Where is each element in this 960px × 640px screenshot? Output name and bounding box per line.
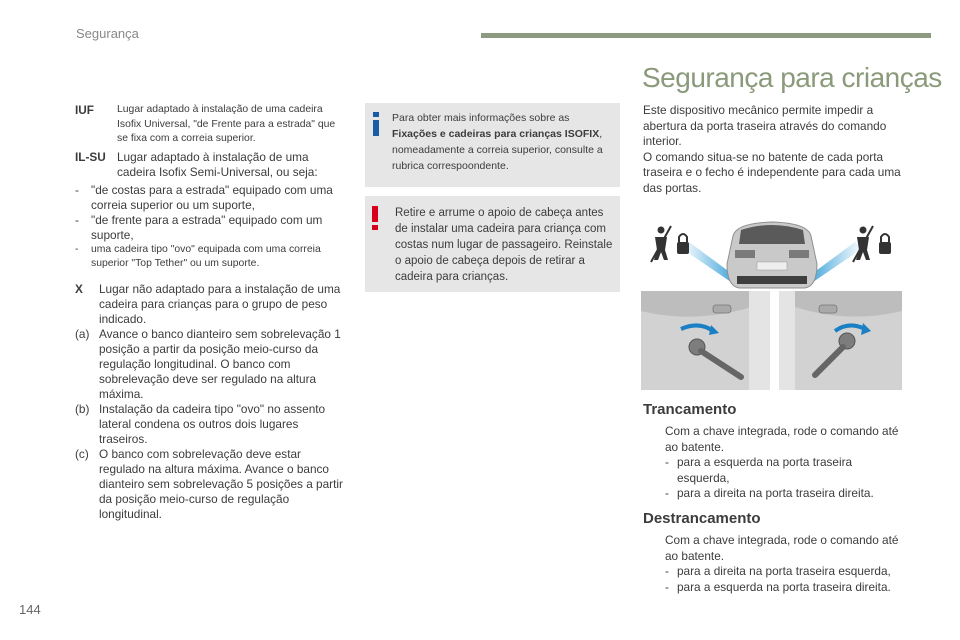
legend-x: X Lugar não adaptado para a instalação de uma cadeira para crianças para o grupo de peso indicado.	[75, 281, 341, 326]
unlock-step: Com a chave integrada, rode o comando até ao batente.	[643, 533, 905, 564]
unlock-title: Destrancamento	[643, 510, 761, 527]
info-bold: Fixações e cadeiras para crianças ISOFIX	[392, 128, 600, 140]
info-icon	[371, 112, 381, 136]
child-unlock-icon	[851, 224, 897, 264]
legend-key: IUF	[75, 103, 95, 117]
lock-step: Com a chave integrada, rode o comando até ao batente.	[643, 424, 905, 455]
warning-icon	[370, 206, 380, 230]
legend-bullet: - uma cadeira tipo "ovo" equipada com uma correia superior "Top Tether" ou um suporte.	[75, 243, 321, 269]
door-lock-illustration-left	[641, 291, 770, 390]
page-number: 144	[19, 602, 41, 617]
unlock-sub-step: - para a esquerda na porta traseira direita.	[665, 579, 891, 594]
child-lock-icon	[649, 224, 695, 264]
unlock-sub-step: - para a direita na porta traseira esquerda,	[665, 564, 891, 578]
legend-text: Lugar adaptado à instalação de uma cadeira Isofix Universal, "de Frente para a estrada" que se fixa com a correia superior.	[117, 104, 336, 144]
unlock-steps	[643, 533, 905, 595]
section-label: Segurança	[76, 26, 139, 41]
step-marker-icon	[643, 424, 665, 455]
note-c: (c) O banco com sobrelevação deve estar regulado na altura máxima. Avance o banco dianteiro sem sobrelevação 5 posições a partir da posição meio-curso de regulação longitudinal.	[75, 446, 343, 521]
lock-sub-step: - para a direita na porta traseira direita.	[665, 486, 874, 500]
legend-ilsu	[75, 150, 345, 180]
legend-key: IL-SU	[75, 149, 106, 164]
lock-title: Trancamento	[643, 401, 737, 418]
legend-text: Lugar adaptado à instalação de uma cadeira Isofix Semi-Universal, ou seja:	[117, 149, 318, 179]
legend-bullet: - "de frente para a estrada" equipado com um suporte,	[75, 212, 323, 242]
seat-legend	[75, 103, 345, 522]
legend-iuf	[75, 103, 345, 147]
warning-text: Retire e arrume o apoio de cabeça antes de instalar uma cadeira para criança com costas num lugar de passageiro. Reinstale o apoio de cabeça depois de retirar a cadeira para crianças.	[395, 207, 613, 283]
page-title: Segurança para crianças	[642, 62, 942, 93]
lock-sub-step: - para a esquerda na porta traseira esquerda,	[665, 455, 853, 485]
note-b: (b) Instalação da cadeira tipo "ovo" no assento lateral condena os outros dois lugares traseiros.	[75, 401, 326, 446]
info-text: Para obter mais informações sobre as Fixações e cadeiras para crianças ISOFIX, nomeadamente a correia superior, consulte a rubrica correspoondente.	[392, 112, 603, 172]
intro-text: Este dispositivo mecânico permite impedir a abertura da porta traseira através do comando interior. O comando situa-se no batente de cada porta traseira e o fecho é independente para cada uma das portas.	[643, 103, 901, 195]
step-marker-icon	[643, 533, 665, 564]
legend-bullet: - "de costas para a estrada" equipado com uma correia superior ou um suporte,	[75, 182, 333, 212]
header-bar	[481, 33, 931, 38]
door-lock-illustration-right	[779, 291, 902, 390]
note-a: (a) Avance o banco dianteiro sem sobrelevação 1 posição a partir da posição meio-curso da regulação longitudinal. O banco com sobrelevação deve ser regulado na altura máxima.	[75, 326, 341, 401]
lock-steps	[643, 424, 905, 502]
